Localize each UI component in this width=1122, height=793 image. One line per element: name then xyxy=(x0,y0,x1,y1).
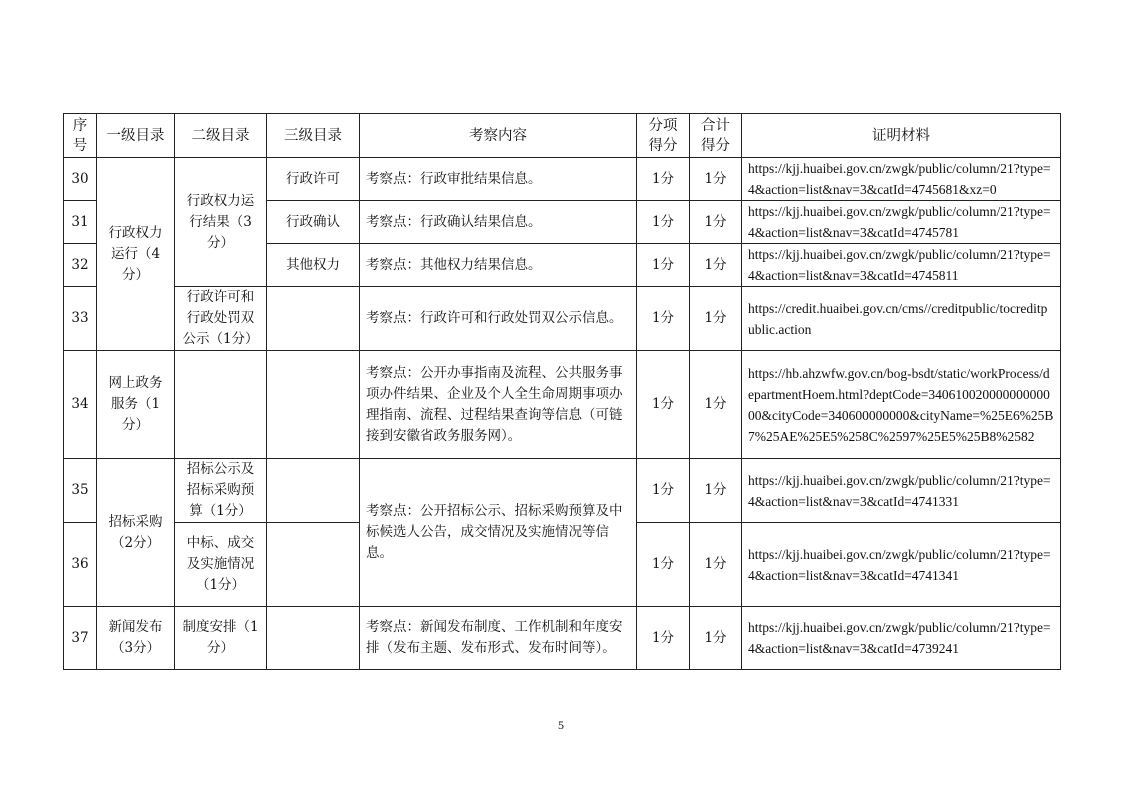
evaluation-table xyxy=(63,113,1061,670)
row-number: 34 xyxy=(64,351,97,459)
item-score-cell: 1分 xyxy=(637,351,690,459)
header-level3: 三级目录 xyxy=(267,114,360,158)
level1-news: 新闻发布（3分） xyxy=(97,607,175,670)
evidence-link[interactable]: https://credit.huaibei.gov.cn/cms//creditpublic/tocreditpublic.action xyxy=(742,287,1061,351)
total-score-cell: 1分 xyxy=(690,158,742,201)
item-score-cell: 1分 xyxy=(637,158,690,201)
item-score-cell: 1分 xyxy=(637,244,690,287)
evidence-link[interactable]: https://kjj.huaibei.gov.cn/zwgk/public/column/21?type=4&action=list&nav=3&catId=4739241 xyxy=(742,607,1061,670)
total-score-cell: 1分 xyxy=(690,607,742,670)
level3-cell: 行政许可 xyxy=(267,158,360,201)
evidence-link[interactable]: https://kjj.huaibei.gov.cn/zwgk/public/column/21?type=4&action=list&nav=3&catId=4745811 xyxy=(742,244,1061,287)
content-cell: 考察点：其他权力结果信息。 xyxy=(360,244,637,287)
content-cell: 考察点：公开办事指南及流程、公共服务事项办件结果、企业及个人全生命周期事项办理指南、流程、过程结果查询等信息（可链接到安徽省政务服务网）。 xyxy=(360,351,637,459)
level1-online-service: 网上政务服务（1分） xyxy=(97,351,175,459)
content-cell: 考察点：公开招标公示、招标采购预算及中标候选人公告，成交情况及实施情况等信息。 xyxy=(360,459,637,607)
header-content: 考察内容 xyxy=(360,114,637,158)
header-level1: 一级目录 xyxy=(97,114,175,158)
table-row xyxy=(64,351,1061,459)
table-header-row xyxy=(64,114,1061,158)
level3-cell xyxy=(267,287,360,351)
table-row xyxy=(64,158,1061,201)
total-score-cell: 1分 xyxy=(690,287,742,351)
evidence-link[interactable]: https://kjj.huaibei.gov.cn/zwgk/public/column/21?type=4&action=list&nav=3&catId=4741341 xyxy=(742,523,1061,607)
table-row xyxy=(64,459,1061,523)
item-score-cell: 1分 xyxy=(637,287,690,351)
table-row xyxy=(64,607,1061,670)
header-item-score: 分项得分 xyxy=(637,114,690,158)
evidence-link[interactable]: https://kjj.huaibei.gov.cn/zwgk/public/column/21?type=4&action=list&nav=3&catId=4741331 xyxy=(742,459,1061,523)
content-cell: 考察点：行政确认结果信息。 xyxy=(360,201,637,244)
level2-bidding-notice: 招标公示及招标采购预算（1分） xyxy=(175,459,267,523)
row-number: 37 xyxy=(64,607,97,670)
evidence-link[interactable]: https://hb.ahzwfw.gov.cn/bog-bsdt/static/workProcess/departmentHoem.html?deptCode=34061002000000000000&cityCode=340600000000&cityName=%25E6%25B7%25AE%25E5%258C%2597%25E5%25B8%2582 xyxy=(742,351,1061,459)
item-score-cell: 1分 xyxy=(637,523,690,607)
row-number: 31 xyxy=(64,201,97,244)
level2-dual-public: 行政许可和行政处罚双公示（1分） xyxy=(175,287,267,351)
header-level2: 二级目录 xyxy=(175,114,267,158)
row-number: 35 xyxy=(64,459,97,523)
level3-cell: 行政确认 xyxy=(267,201,360,244)
total-score-cell: 1分 xyxy=(690,523,742,607)
level3-cell xyxy=(267,351,360,459)
row-number: 30 xyxy=(64,158,97,201)
level2-admin-power-result: 行政权力运行结果（3分） xyxy=(175,158,267,287)
level2-empty xyxy=(175,351,267,459)
page-number: 5 xyxy=(558,718,564,732)
level3-cell xyxy=(267,607,360,670)
total-score-cell: 1分 xyxy=(690,351,742,459)
item-score-cell: 1分 xyxy=(637,607,690,670)
row-number: 36 xyxy=(64,523,97,607)
row-number: 33 xyxy=(64,287,97,351)
item-score-cell: 1分 xyxy=(637,459,690,523)
level2-bidding-award: 中标、成交及实施情况（1分） xyxy=(175,523,267,607)
level1-admin-power: 行政权力运行（4分） xyxy=(97,158,175,351)
header-evidence: 证明材料 xyxy=(742,114,1061,158)
header-seq: 序号 xyxy=(64,114,97,158)
content-cell: 考察点：行政审批结果信息。 xyxy=(360,158,637,201)
total-score-cell: 1分 xyxy=(690,244,742,287)
content-cell: 考察点：新闻发布制度、工作机制和年度安排（发布主题、发布形式、发布时间等）。 xyxy=(360,607,637,670)
total-score-cell: 1分 xyxy=(690,459,742,523)
row-number: 32 xyxy=(64,244,97,287)
level3-cell xyxy=(267,523,360,607)
level1-bidding: 招标采购（2分） xyxy=(97,459,175,607)
item-score-cell: 1分 xyxy=(637,201,690,244)
level3-cell xyxy=(267,459,360,523)
evidence-link[interactable]: https://kjj.huaibei.gov.cn/zwgk/public/column/21?type=4&action=list&nav=3&catId=4745781 xyxy=(742,201,1061,244)
header-total-score: 合计得分 xyxy=(690,114,742,158)
table-row xyxy=(64,287,1061,351)
total-score-cell: 1分 xyxy=(690,201,742,244)
content-cell: 考察点：行政许可和行政处罚双公示信息。 xyxy=(360,287,637,351)
level3-cell: 其他权力 xyxy=(267,244,360,287)
level2-news-system: 制度安排（1分） xyxy=(175,607,267,670)
evidence-link[interactable]: https://kjj.huaibei.gov.cn/zwgk/public/column/21?type=4&action=list&nav=3&catId=4745681&xz=0 xyxy=(742,158,1061,201)
